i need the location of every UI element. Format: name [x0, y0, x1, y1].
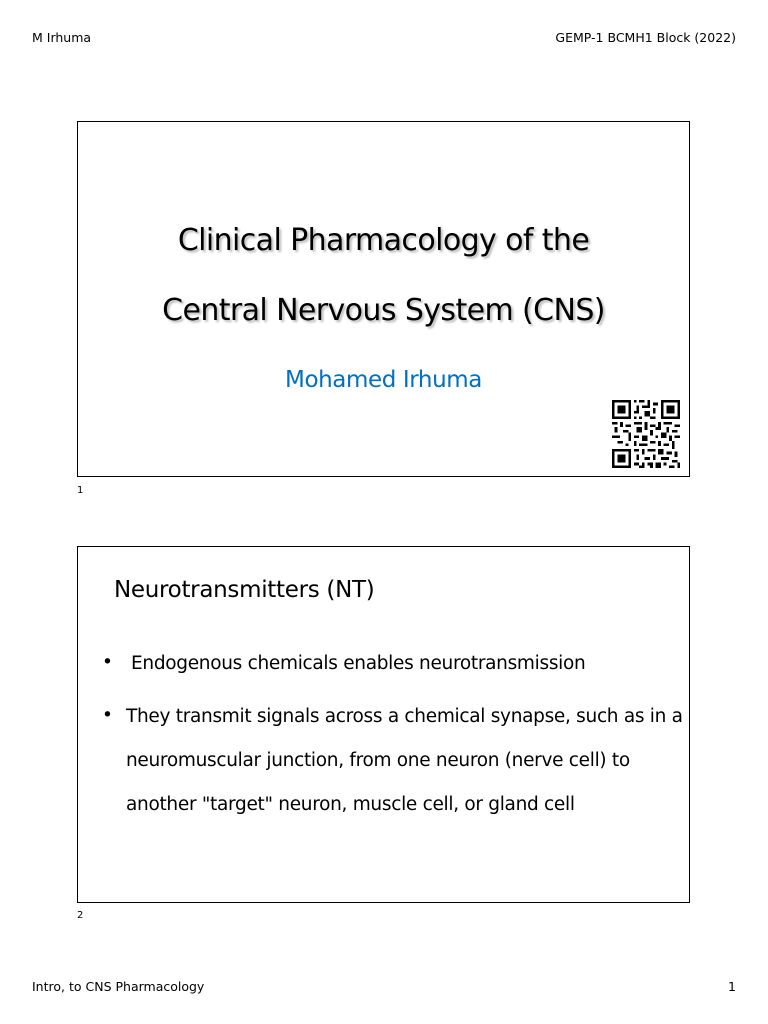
slide-2-number: 2	[77, 910, 84, 921]
page-footer-number: 1	[728, 979, 736, 994]
slide-1-title-line-1: Clinical Pharmacology of the	[177, 223, 590, 258]
slide-2	[77, 546, 690, 903]
slide-1-number: 1	[77, 485, 84, 496]
bullet-text-2: They transmit signals across a chemical synapse, such as in a neuromuscular junction, from one neuron (nerve cell) to another "target" neuron, muscle cell, or gland cell	[126, 706, 683, 815]
bullet-dot-icon: •	[102, 652, 113, 673]
slide-2-title: Neurotransmitters (NT)	[114, 577, 375, 603]
page-header-course: GEMP-1 BCMH1 Block (2022)	[555, 30, 736, 45]
slide-1-author: Mohamed Irhuma	[285, 367, 482, 393]
slide-1	[77, 121, 690, 477]
qr-code-icon	[612, 400, 680, 468]
bullet-text-1: Endogenous chemicals enables neurotransmission	[131, 653, 586, 674]
page-footer-title: Intro, to CNS Pharmacology	[32, 979, 205, 994]
bullet-dot-icon: •	[102, 705, 113, 726]
slide-1-title-line-2: Central Nervous System (CNS)	[162, 293, 605, 328]
page-header-author: M Irhuma	[32, 30, 92, 45]
